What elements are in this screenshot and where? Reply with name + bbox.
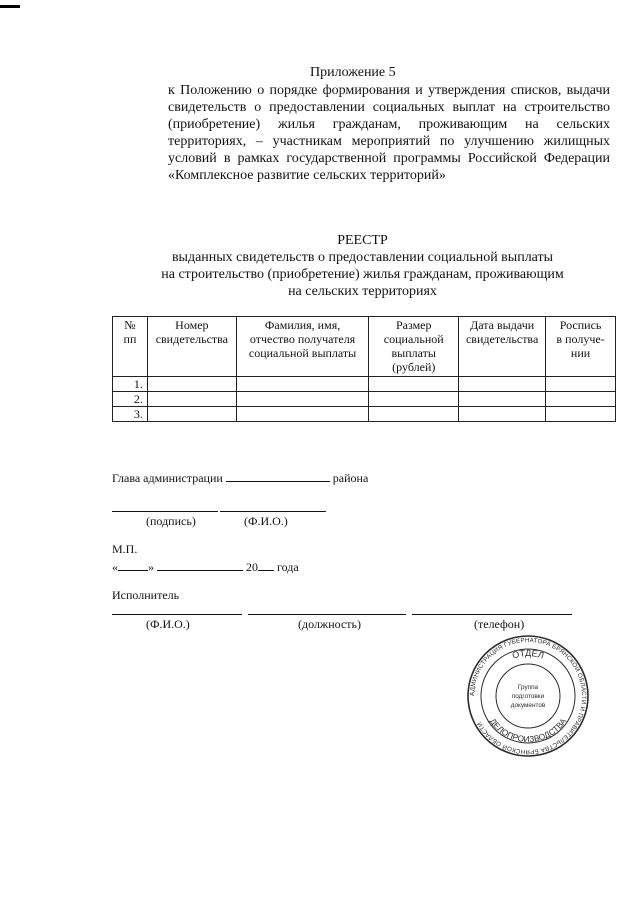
- head-of-administration-line: [112, 469, 368, 486]
- column-header-certificate-number: Номер свидетельства: [147, 317, 236, 377]
- registry-header: [110, 232, 615, 300]
- stamp-ring-text: АДМИНИСТРАЦИЯ ГУБЕРНАТОРА БРЯНСКОЙ ОБЛАСТИ И ПРАВИТЕЛЬСТВА БРЯНСКОЙ ОБЛАСТИ: [468, 636, 588, 756]
- year-blank: [258, 558, 274, 571]
- scan-edge-mark: [0, 5, 20, 8]
- registry-subtitle-line: на строительство (приобретение) жилья гражданам, проживающим: [161, 267, 564, 282]
- table-row: [113, 377, 616, 392]
- stamp-inner-line: подготовки: [511, 693, 545, 700]
- seal-place-label: М.П.: [112, 542, 138, 556]
- svg-text:ОТДЕЛ: [511, 648, 545, 661]
- signature-rule: [112, 511, 218, 512]
- name-rule: [220, 511, 326, 512]
- executor-phone-caption: (телефон): [474, 617, 525, 631]
- row-number: 3.: [113, 407, 148, 422]
- column-header-recipient-name: Фамилия, имя, отчество получателя социальной выплаты: [236, 317, 369, 377]
- executor-phone-rule: [412, 614, 572, 615]
- executor-label: Исполнитель: [112, 588, 180, 602]
- signature-caption: (подпись): [146, 514, 196, 528]
- district-blank: [226, 469, 330, 482]
- stamp-inner-line: Группа: [517, 684, 539, 691]
- registry-table: [112, 316, 616, 422]
- row-number: 2.: [113, 392, 148, 407]
- appendix-title: Приложение 5: [310, 65, 396, 80]
- registry-heading: РЕЕСТР: [337, 233, 388, 248]
- column-header-issue-date: Дата выдачи свидетельства: [459, 317, 546, 377]
- column-header-number: № пп: [113, 317, 148, 377]
- stamp-department-bottom: ДЕЛОПРОИЗВОДСТВА: [487, 716, 569, 745]
- name-caption: (Ф.И.О.): [244, 514, 288, 528]
- stamp-department-top: ОТДЕЛ: [510, 647, 546, 661]
- column-header-receipt-signature: Роспись в получе- нии: [546, 317, 616, 377]
- table-row: [113, 407, 616, 422]
- table-row: [113, 392, 616, 407]
- date-line: « » 20 года: [112, 560, 299, 574]
- row-number: 1.: [113, 377, 148, 392]
- executor-name-rule: [112, 614, 242, 615]
- month-blank: [157, 558, 243, 571]
- head-label: Глава администрации: [112, 471, 223, 485]
- table-header-row: [113, 317, 616, 377]
- registry-subtitle-line: на сельских территориях: [288, 284, 437, 299]
- executor-name-caption: (Ф.И.О.): [146, 617, 190, 631]
- district-label: района: [332, 471, 369, 485]
- office-stamp: [466, 634, 590, 758]
- executor-position-rule: [248, 614, 406, 615]
- column-header-payment-amount: Размер социальной выплаты (рублей): [369, 317, 459, 377]
- appendix-text: к Положению о порядке формирования и утверждения списков, выдачи свидетельств о предоставлении социальных выплат на строительство (приобретение) жилья гражданам, проживающим на сельских территориях, – участникам мероприятий по улучшению жилищных условий в рамках государственной программы Российской Федерации «Комплексное развитие сельских территорий»: [168, 83, 610, 183]
- stamp-inner-line: документов: [510, 702, 546, 709]
- day-blank: [118, 558, 148, 571]
- executor-position-caption: (должность): [298, 617, 361, 631]
- registry-subtitle-line: выданных свидетельств о предоставлении социальной выплаты: [171, 250, 554, 265]
